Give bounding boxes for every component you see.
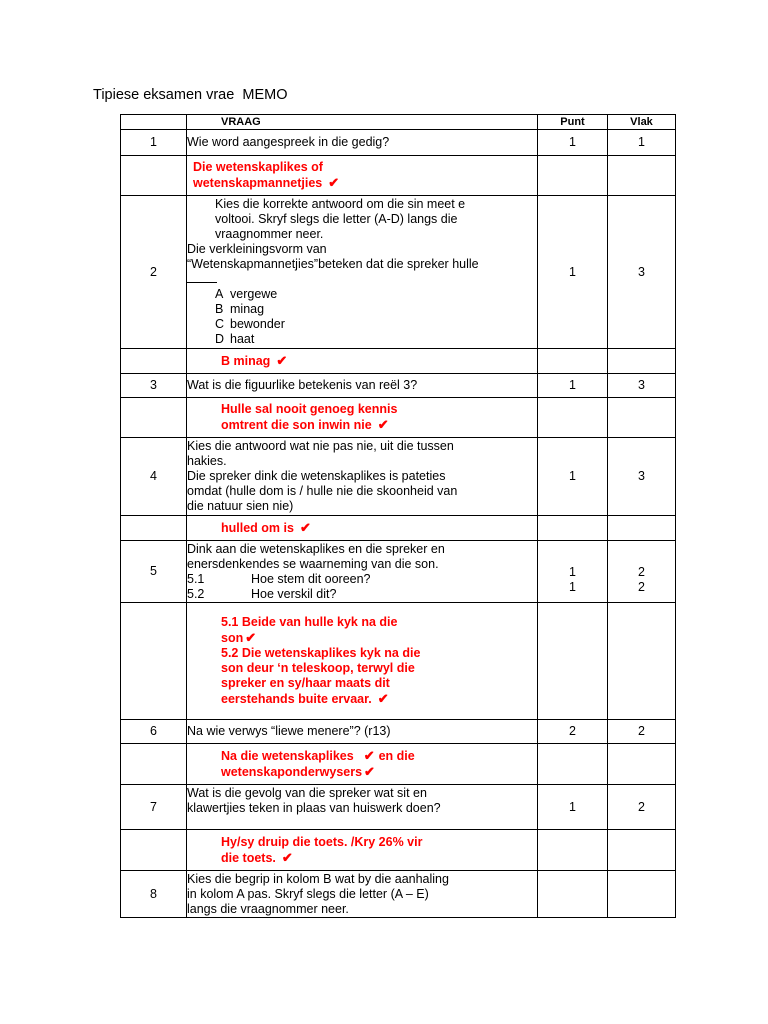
- header-number-cell: [121, 115, 187, 130]
- question-text: Na wie verwys “liewe menere”? (r13): [187, 720, 538, 744]
- table-row: [121, 438, 676, 516]
- header-vraag: VRAAG: [187, 115, 538, 130]
- check-icon: ✔: [299, 520, 311, 535]
- vlak-value: 1: [608, 130, 676, 156]
- question-number: 6: [121, 720, 187, 744]
- question-number: 7: [121, 785, 187, 830]
- question-text: Wat is die gevolg van die spreker wat sit en klawertjies teken in plaas van huiswerk doen?: [187, 785, 538, 830]
- punt-value: 1: [538, 438, 608, 516]
- vlak-value: 2 2: [608, 541, 676, 603]
- table-row: [121, 374, 676, 398]
- question-text: Kies die begrip in kolom B wat by die aanhaling in kolom A pas. Skryf slegs die letter (A – E) langs die vraagnommer neer.: [187, 871, 538, 918]
- option-item: D haat: [215, 332, 255, 346]
- answer-row: [121, 156, 676, 196]
- question-text: Dink aan die wetenskaplikes en die spreker en enersdenkendes se waarneming van die son. 5.1 Hoe stem dit ooreen? 5.2 Hoe verskil dit?: [187, 541, 538, 603]
- header-punt: Punt: [538, 115, 608, 130]
- vlak-value: 2: [608, 785, 676, 830]
- question-number: 2: [121, 196, 187, 349]
- check-icon: ✔: [328, 175, 340, 190]
- answer-text: Hy/sy druip die toets. /Kry 26% vir die toets. ✔: [187, 830, 538, 871]
- punt-value: 2: [538, 720, 608, 744]
- punt-value: 1: [538, 130, 608, 156]
- vlak-value: 3: [608, 374, 676, 398]
- vlak-value: 2: [608, 720, 676, 744]
- check-icon: ✔: [276, 353, 288, 368]
- header-vlak: Vlak: [608, 115, 676, 130]
- question-number: 8: [121, 871, 187, 918]
- question-text: Kies die korrekte antwoord om die sin meet e voltooi. Skryf slegs die letter (A-D) langs die vraagnommer neer. Die verkleiningsvorm van “Wetenskapmannetjies”beteken dat die spreker hulle A vergewe B minag C bewonder D haat: [187, 196, 538, 349]
- table-row: [121, 130, 676, 156]
- answer-text: Hulle sal nooit genoeg kennis omtrent die son inwin nie ✔: [187, 398, 538, 438]
- question-text: Wie word aangespreek in die gedig?: [187, 130, 538, 156]
- page-title: Tipiese eksamen vrae MEMO: [93, 87, 288, 103]
- punt-value: 1: [538, 785, 608, 830]
- answer-row: [121, 398, 676, 438]
- check-icon: ✔: [377, 691, 389, 706]
- check-icon: ✔: [363, 748, 375, 763]
- question-number: 3: [121, 374, 187, 398]
- question-text: Wat is die figuurlike betekenis van reël 3?: [187, 374, 538, 398]
- answer-row: [121, 830, 676, 871]
- check-icon: ✔: [364, 764, 375, 779]
- table-row: [121, 541, 676, 603]
- table-row: [121, 196, 676, 349]
- answer-row: [121, 516, 676, 541]
- vlak-value: 3: [608, 438, 676, 516]
- answer-row: [121, 603, 676, 720]
- question-number: 1: [121, 130, 187, 156]
- check-icon: ✔: [377, 417, 389, 432]
- option-item: B minag: [215, 302, 265, 316]
- answer-text: Na die wetenskaplikes ✔ en die wetenskaponderwysers ✔: [187, 744, 538, 785]
- punt-value: 1: [538, 374, 608, 398]
- memo-table: [120, 114, 676, 918]
- check-icon: ✔: [245, 630, 257, 645]
- table-row: [121, 871, 676, 918]
- answer-text: B minag ✔: [187, 349, 538, 374]
- question-number: 4: [121, 438, 187, 516]
- punt-value: 1 1: [538, 541, 608, 603]
- answer-row: [121, 744, 676, 785]
- punt-value: 1: [538, 196, 608, 349]
- answer-row: [121, 349, 676, 374]
- question-number: 5: [121, 541, 187, 603]
- answer-text: hulled om is ✔: [187, 516, 538, 541]
- table-header-row: [121, 115, 676, 130]
- option-item: C bewonder: [215, 317, 285, 331]
- answer-blank: [187, 273, 217, 283]
- question-text: Kies die antwoord wat nie pas nie, uit die tussen hakies. Die spreker dink die wetenskaplikes is pateties omdat (hulle dom is / hulle nie die skoonheid van die natuur sien nie): [187, 438, 538, 516]
- table-row: [121, 720, 676, 744]
- option-item: A vergewe: [215, 287, 278, 301]
- vlak-value: 3: [608, 196, 676, 349]
- check-icon: ✔: [281, 849, 293, 865]
- table-row: [121, 785, 676, 830]
- answer-text: 5.1 Beide van hulle kyk na die son ✔ 5.2 Die wetenskaplikes kyk na die son deur ‘n teleskoop, terwyl die spreker en sy/haar maats dit eerstehands buite ervaar. ✔: [187, 603, 538, 720]
- answer-text: Die wetenskaplikes of wetenskapmannetjies ✔: [187, 156, 538, 196]
